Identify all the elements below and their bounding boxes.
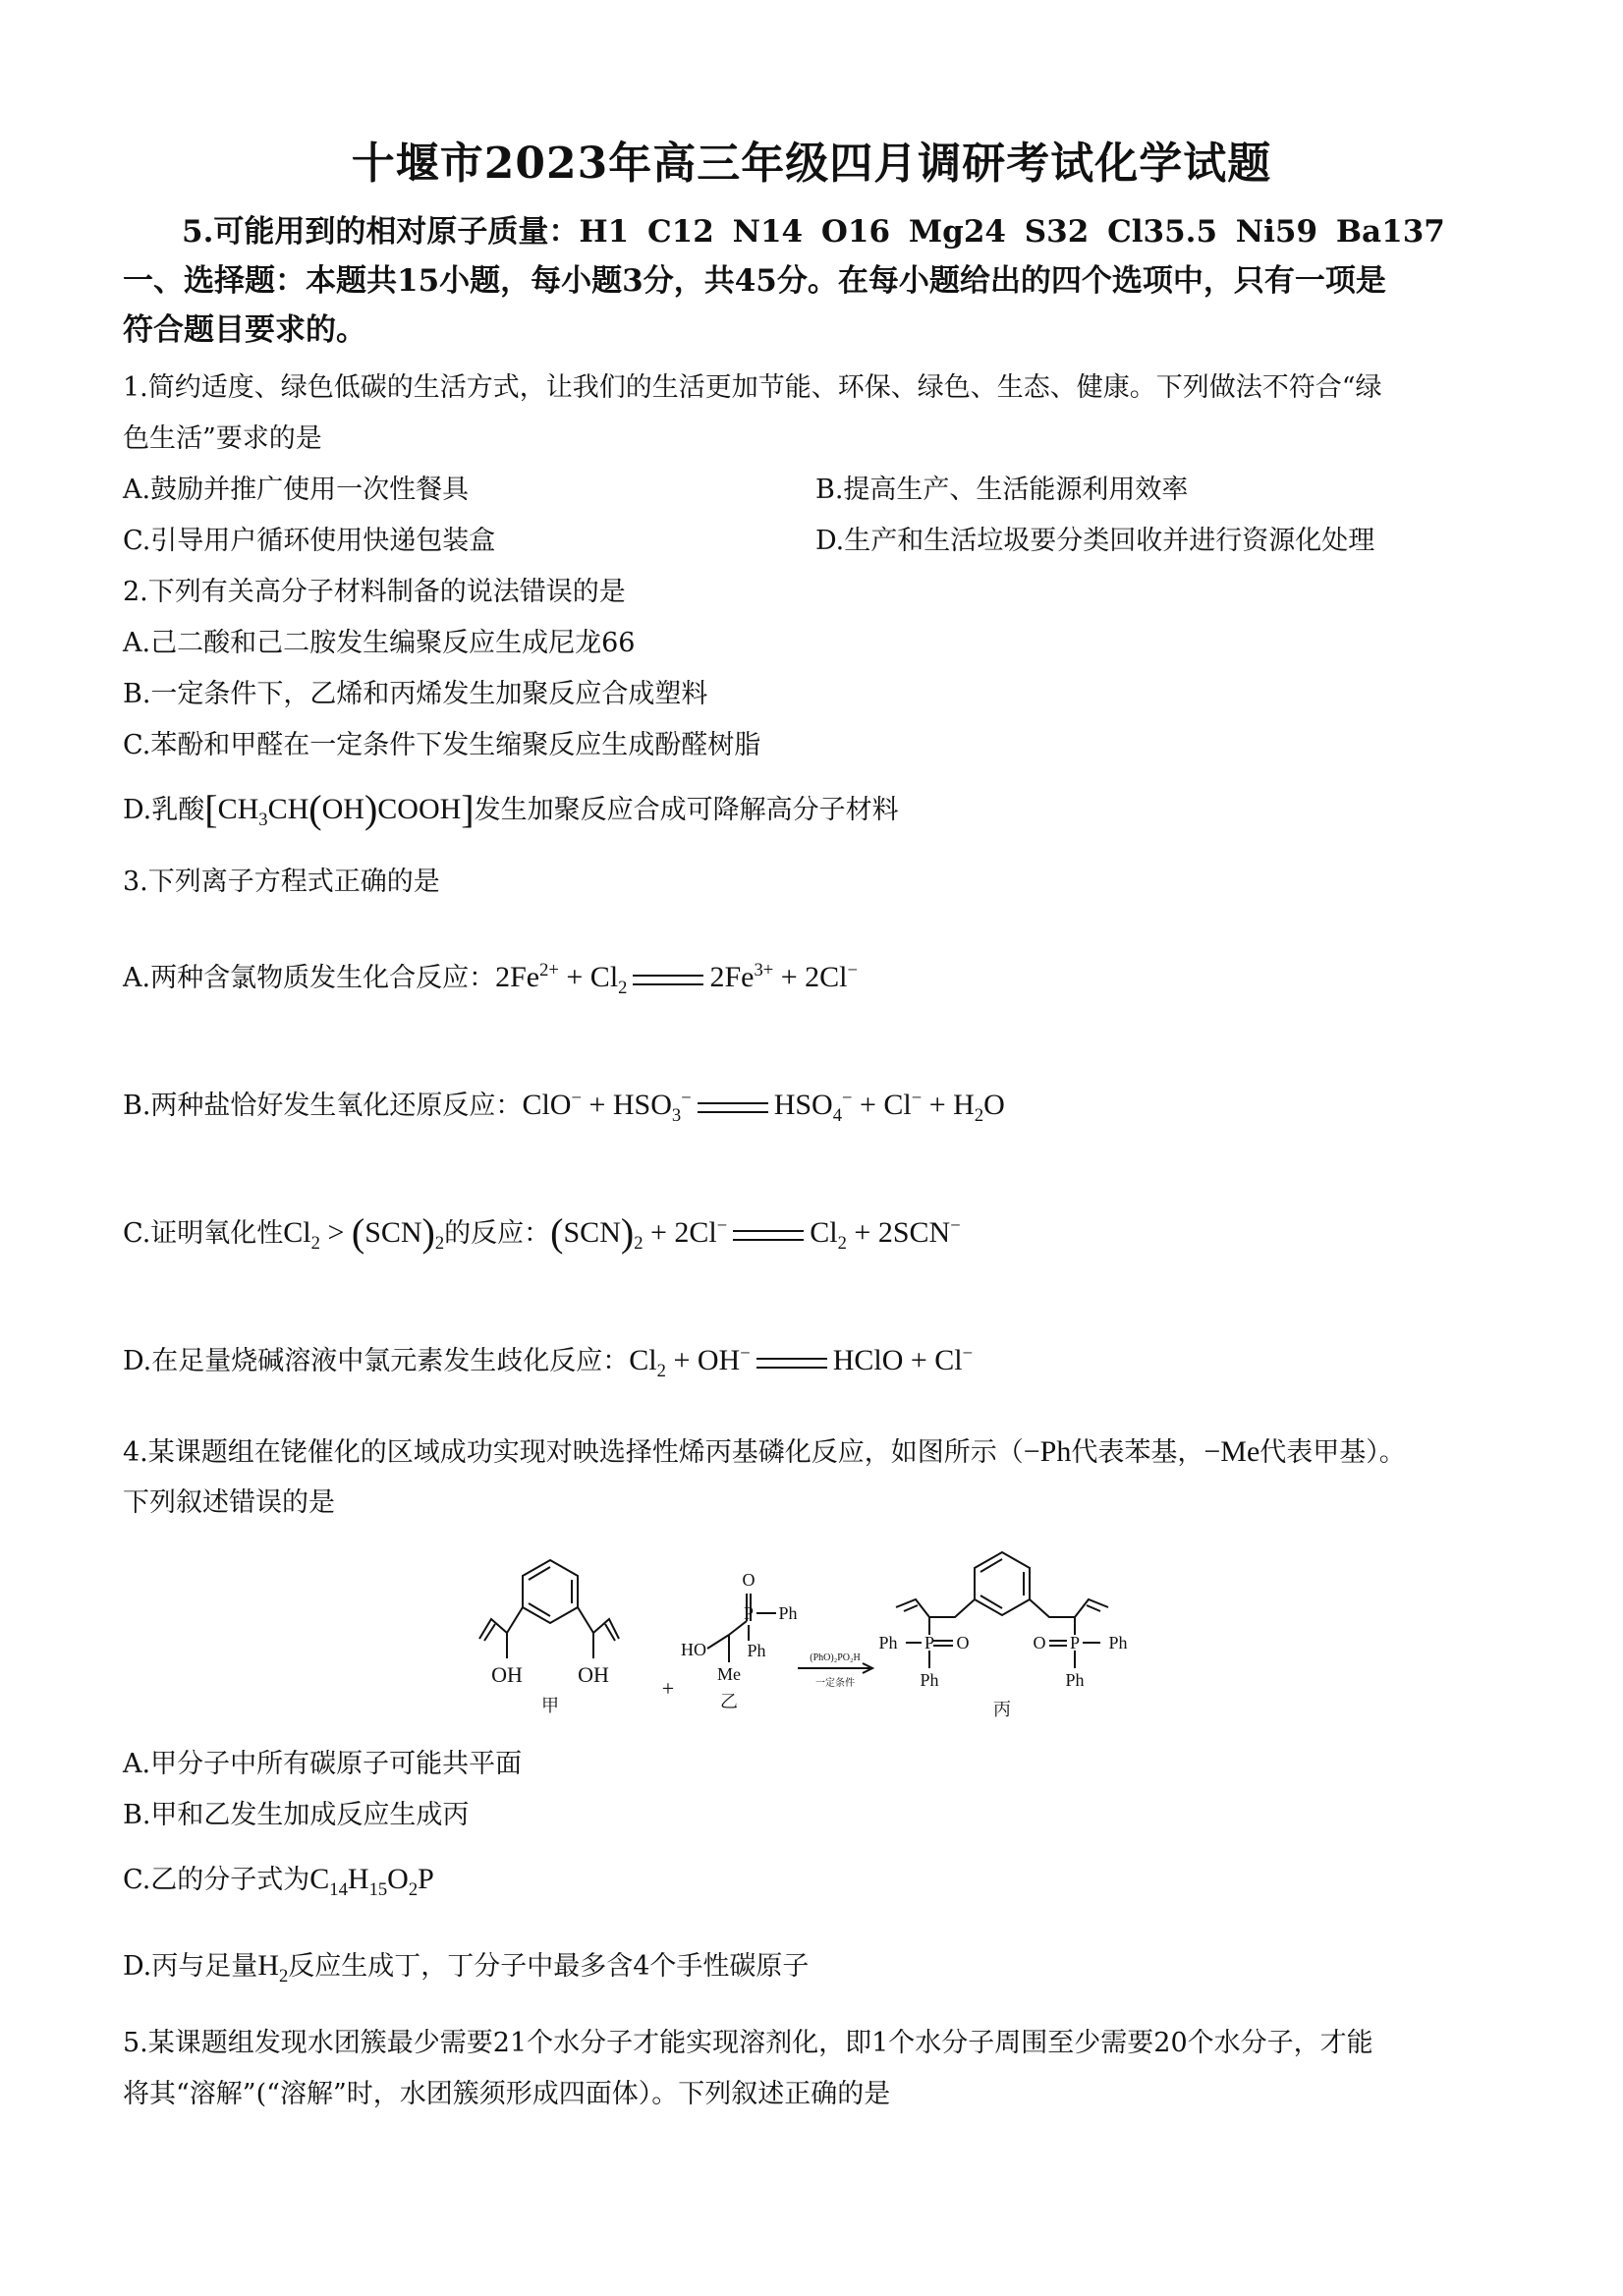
bing-o-left: O (956, 1633, 970, 1652)
arrow-condition-top: (PhO)₂PO₂H (810, 1652, 861, 1663)
q4-stem-prefix: 4.某课题组在铑催化的区域成功实现对映选择性烯丙基磷化反应，如图所示（ (123, 1437, 1024, 1468)
q4-option-a: A.甲分子中所有碳原子可能共平面 (123, 1749, 523, 1779)
section-heading-line2: 符合题目要求的。 (123, 312, 366, 348)
q3-option-c (123, 1208, 1515, 1261)
q3-option-d-text: D.在足量烧碱溶液中氯元素发生歧化反应： (123, 1346, 630, 1376)
q5-stem-line1: 5.某课题组发现水团簇最少需要21个水分子才能实现溶剂化，即1个水分子周围至少需要20个水分子，才能 (123, 2028, 1373, 2058)
q1-stem-line2: 色生活”要求的是 (123, 423, 322, 454)
q4-option-c (123, 1862, 1515, 1908)
q3-option-c-prefix: C.证明氧化性 (123, 1218, 284, 1249)
q3-stem: 3.下列离子方程式正确的是 (123, 867, 440, 897)
lactic-acid-formula: $[CH_3CH(OH)COOH]$ (204, 787, 475, 831)
q4-option-d-prefix: D.丙与足量 (123, 1951, 258, 1982)
q4-option-b: B.甲和乙发生加成反应生成丙 (123, 1800, 470, 1830)
q3-a-equation: $2Fe^{2+} + Cl_2$ $2Fe^{3+} + 2Cl^-$ (495, 960, 859, 998)
jia-oh-right: OH (578, 1662, 609, 1687)
q1-option-c: C.引导用户循环使用快递包装盒 (123, 526, 496, 556)
bing-p-left: P (923, 1633, 935, 1652)
bing-o-right: O (1033, 1633, 1046, 1652)
label-jia: 甲 (541, 1696, 559, 1715)
page-title: 十堰市2023年高三年级四月调研考试化学试题 (351, 139, 1272, 189)
q4-stem-suffix: 代表甲基）。 (1259, 1437, 1406, 1468)
jia-benzene-ring (523, 1560, 578, 1623)
q3-option-a (123, 953, 1515, 1006)
q3-option-b (123, 1081, 1515, 1134)
yi-p: P (743, 1603, 755, 1623)
q1-option-a-text: A.鼓励并推广使用一次性餐具 (123, 475, 470, 505)
q2-option-d-suffix: 发生加聚反应合成可降解高分子材料 (474, 795, 899, 825)
arrow-condition-bottom: 一定条件 (815, 1678, 855, 1689)
q2-option-c: C.苯酚和甲醛在一定条件下发生缩聚反应生成酚醛树脂 (123, 730, 761, 760)
section-heading-line1: 一、选择题：本题共15小题，每小题3分，共45分。在每小题给出的四个选项中，只有一项是 (123, 263, 1386, 299)
q4-me-group: −Me (1203, 1435, 1260, 1468)
q3-c-equation: $(SCN)_2 + 2Cl^-$ $Cl_2 + 2SCN^-$ (550, 1210, 961, 1255)
q2-stem: 2.下列有关高分子材料制备的说法错误的是 (123, 577, 626, 607)
plus-sign: + (661, 1676, 675, 1701)
bing-ph-right-bottom: Ph (1065, 1670, 1085, 1690)
q3-c-comparison: $Cl_2 > (SCN)_2$ (283, 1210, 445, 1255)
bing-p-right: P (1069, 1633, 1081, 1652)
bing-ph-right: Ph (1108, 1633, 1128, 1652)
q4-d-h2: $H_2$ (257, 1949, 289, 1987)
q1-option-b: B.提高生产、生活能源利用效率 (815, 475, 1189, 505)
reaction-scheme (472, 1542, 1179, 1719)
yi-ho: HO (681, 1640, 706, 1659)
q4-stem-mid: 代表苯基， (1071, 1437, 1204, 1468)
q5-stem-line2: 将其“溶解”(“溶解”时，水团簇须形成四面体）。下列叙述正确的是 (123, 2079, 891, 2109)
yi-ph-bottom: Ph (747, 1641, 766, 1660)
q4-c-formula: $C_{14}H_{15}O_2P$ (309, 1863, 434, 1900)
q2-option-b: B.一定条件下，乙烯和丙烯发生加聚反应合成塑料 (123, 679, 708, 709)
q3-b-equation: $ClO^- + HSO_3^-$ $HSO_4^- + Cl^- + H_2O$ (522, 1088, 1005, 1126)
yi-o: O (742, 1570, 756, 1590)
bing-benzene-ring (975, 1552, 1030, 1615)
q4-option-c-text: C.乙的分子式为 (123, 1865, 310, 1895)
label-bing: 丙 (993, 1700, 1011, 1719)
q4-option-d-suffix: 反应生成丁，丁分子中最多含4个手性碳原子 (288, 1951, 810, 1982)
q3-option-d (123, 1336, 1515, 1389)
yi-me: Me (717, 1664, 741, 1684)
q3-option-c-mid: 的反应： (444, 1218, 551, 1249)
label-yi: 乙 (720, 1692, 738, 1711)
q2-option-d (123, 787, 1515, 838)
atomic-masses: 5.可能用到的相对原子质量：H1 C12 N14 O16 Mg24 S32 Cl35.5 Ni59 Ba137 (182, 214, 1445, 250)
q2-option-d-prefix: D.乳酸 (123, 795, 205, 825)
q3-option-b-text: B.两种盐恰好发生氧化还原反应： (123, 1091, 523, 1121)
q4-ph-group: −Ph (1023, 1435, 1072, 1468)
q4-stem-line1 (123, 1434, 1515, 1471)
bing-ph-left: Ph (878, 1633, 898, 1652)
q1-option-d: D.生产和生活垃圾要分类回收并进行资源化处理 (815, 526, 1375, 556)
q3-option-a-text: A.两种含氯物质发生化合反应： (123, 963, 496, 993)
q4-option-d (123, 1948, 1515, 1994)
q1-stem-line1: 1.简约适度、绿色低碳的生活方式，让我们的生活更加节能、环保、绿色、生态、健康。下列做法不符合“绿 (123, 372, 1382, 403)
jia-oh-left: OH (491, 1662, 523, 1687)
bing-ph-left-bottom: Ph (920, 1670, 939, 1690)
q4-stem-line2: 下列叙述错误的是 (123, 1487, 335, 1518)
q3-d-equation: $Cl_2 + OH^-$ HClO + Cl− (629, 1343, 974, 1381)
yi-ph-right: Ph (778, 1603, 798, 1623)
q2-option-a: A.己二酸和己二胺发生编聚反应生成尼龙66 (123, 628, 636, 658)
